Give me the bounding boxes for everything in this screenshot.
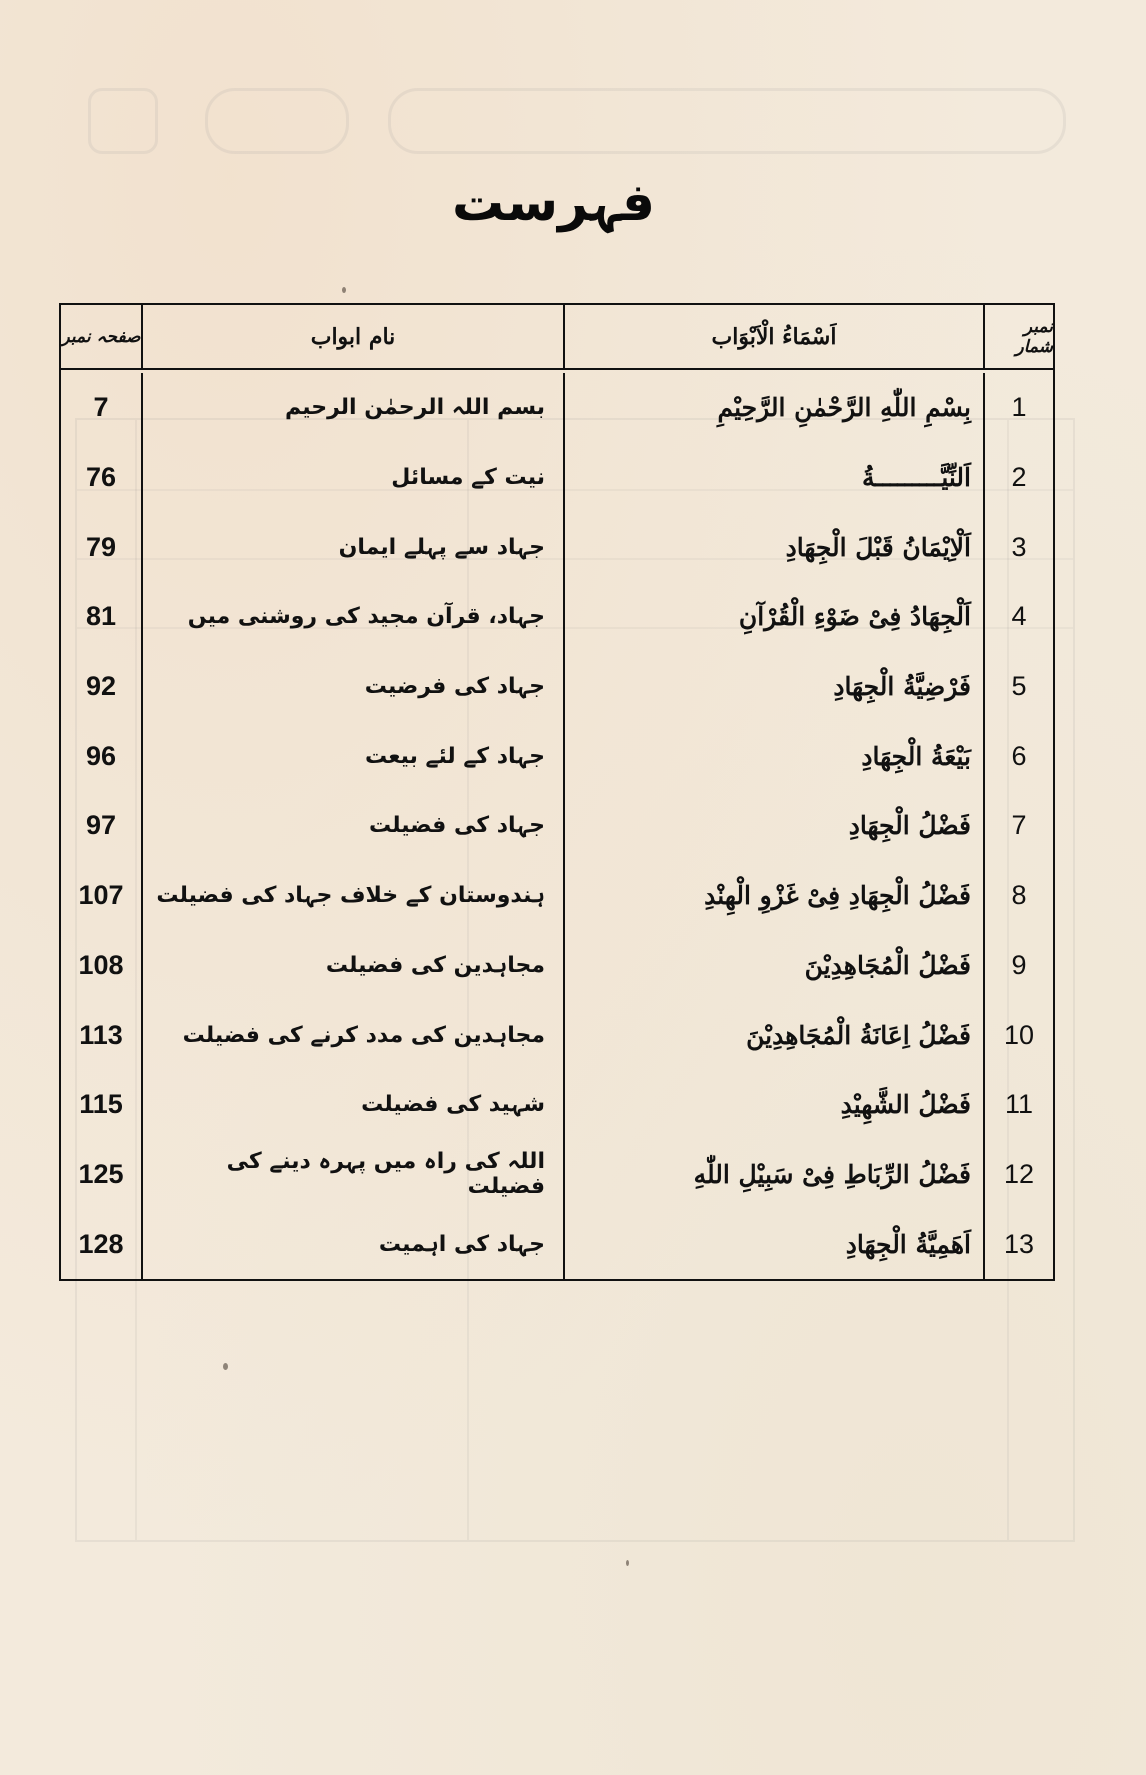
header-arabic-chapter-name	[565, 305, 985, 368]
table-row	[61, 861, 1053, 931]
table-header-row	[61, 305, 1053, 370]
arabic-chapter-cell: فَرْضِيَّةُ الْجِهَادِ	[565, 652, 985, 722]
table-row	[61, 791, 1053, 861]
serial-number-cell: 6	[1011, 740, 1027, 771]
header-page-number-label: صفحہ نمبر	[61, 327, 141, 347]
table-of-contents	[59, 303, 1055, 1281]
serial-number-cell: 11	[1004, 1089, 1034, 1120]
header-arabic-chapter-label: اَسْمَاءُ الْاَبْوَاب	[711, 323, 837, 350]
page-number-cell: 79	[61, 512, 143, 582]
arabic-chapter-cell: فَضْلُ الْجِهَادِ فِىْ غَزْوِ الْهِنْدِ	[565, 861, 985, 931]
arabic-chapter-cell: اَهَمِيَّةُ الْجِهَادِ	[565, 1209, 985, 1279]
urdu-chapter-cell: مجاہدین کی فضیلت	[143, 931, 565, 1001]
arabic-chapter-cell: بِسْمِ اللّٰهِ الرَّحْمٰنِ الرَّحِيْمِ	[565, 373, 985, 443]
table-row	[61, 931, 1053, 1001]
urdu-chapter-cell: جہاد کی فضیلت	[143, 791, 565, 861]
table-body	[61, 370, 1053, 1279]
table-row	[61, 1070, 1053, 1140]
serial-number-cell: 12	[1003, 1158, 1035, 1189]
header-urdu-chapter-label: نام ابواب	[310, 323, 396, 350]
page-number-cell: 7	[61, 373, 143, 443]
page-number-cell: 107	[61, 861, 143, 931]
serial-number-cell: 7	[1011, 810, 1027, 841]
page-number-cell: 128	[61, 1209, 143, 1279]
table-row	[61, 1000, 1053, 1070]
urdu-chapter-cell: جہاد کے لئے بیعت	[143, 721, 565, 791]
arabic-chapter-cell: فَضْلُ الْمُجَاهِدِيْنَ	[565, 931, 985, 1001]
table-row	[61, 721, 1053, 791]
page-number-cell: 96	[61, 721, 143, 791]
page-number-cell: 125	[61, 1140, 143, 1210]
page-number-cell: 108	[61, 931, 143, 1001]
serial-number-cell: 5	[1011, 671, 1027, 702]
table-row	[61, 373, 1053, 443]
page-title: فہرست	[451, 173, 655, 233]
table-row	[61, 443, 1053, 513]
table-row	[61, 582, 1053, 652]
page-number-cell: 92	[61, 652, 143, 722]
paper-speck	[342, 287, 346, 293]
urdu-chapter-cell: شہید کی فضیلت	[143, 1070, 565, 1140]
serial-number-cell: 8	[1011, 880, 1027, 911]
urdu-chapter-cell: جہاد کی فرضیت	[143, 652, 565, 722]
page-number-cell: 81	[61, 582, 143, 652]
page-number-cell: 97	[61, 791, 143, 861]
urdu-chapter-cell: جہاد سے پہلے ایمان	[143, 512, 565, 582]
table-row	[61, 1140, 1053, 1210]
paper-speck	[223, 1363, 228, 1370]
header-urdu-chapter-name	[143, 305, 565, 368]
arabic-chapter-cell: اَلنِّيَّـــــــــةُ	[565, 443, 985, 513]
serial-number-cell: 10	[1003, 1019, 1035, 1050]
arabic-chapter-cell: فَضْلُ الشَّهِيْدِ	[565, 1070, 985, 1140]
table-row	[61, 652, 1053, 722]
urdu-chapter-cell: بسم اللہ الرحمٰن الرحیم	[143, 373, 565, 443]
page-number-cell: 113	[61, 1000, 143, 1070]
arabic-chapter-cell: اَلْجِهَادُ فِىْ ضَوْءِ الْقُرْآنِ	[565, 582, 985, 652]
header-page-number	[61, 305, 143, 368]
serial-number-cell: 13	[1003, 1228, 1035, 1259]
ghost-ornament-left	[88, 88, 158, 154]
urdu-chapter-cell: مجاہدین کی مدد کرنے کی فضیلت	[143, 1000, 565, 1070]
arabic-chapter-cell: اَلْاِيْمَانُ قَبْلَ الْجِهَادِ	[565, 512, 985, 582]
table-row	[61, 512, 1053, 582]
arabic-chapter-cell: فَضْلُ الْجِهَادِ	[565, 791, 985, 861]
paper-speck	[626, 1560, 629, 1566]
arabic-chapter-cell: فَضْلُ الرِّبَاطِ فِىْ سَبِيْلِ اللّٰهِ	[565, 1140, 985, 1210]
urdu-chapter-cell: جہاد، قرآن مجید کی روشنی میں	[143, 582, 565, 652]
page-number-cell: 115	[61, 1070, 143, 1140]
ghost-header-frame	[388, 88, 1066, 154]
serial-number-cell: 1	[1011, 392, 1027, 423]
urdu-chapter-cell: ہندوستان کے خلاف جہاد کی فضیلت	[143, 861, 565, 931]
arabic-chapter-cell: فَضْلُ اِعَانَةُ الْمُجَاهِدِيْنَ	[565, 1000, 985, 1070]
header-serial-number	[985, 305, 1053, 368]
arabic-chapter-cell: بَيْعَةُ الْجِهَادِ	[565, 721, 985, 791]
table-row	[61, 1209, 1053, 1279]
urdu-chapter-cell: جہاد کی اہمیت	[143, 1209, 565, 1279]
header-serial-label: نمبر شمار	[1015, 316, 1053, 357]
urdu-chapter-cell: نیت کے مسائل	[143, 443, 565, 513]
serial-number-cell: 3	[1011, 531, 1027, 562]
serial-number-cell: 9	[1011, 949, 1027, 980]
urdu-chapter-cell: اللہ کی راہ میں پہرہ دینے کی فضیلت	[143, 1140, 565, 1210]
ghost-ornament-middle	[205, 88, 349, 154]
serial-number-cell: 2	[1011, 462, 1027, 493]
page-number-cell: 76	[61, 443, 143, 513]
serial-number-cell: 4	[1011, 601, 1027, 632]
